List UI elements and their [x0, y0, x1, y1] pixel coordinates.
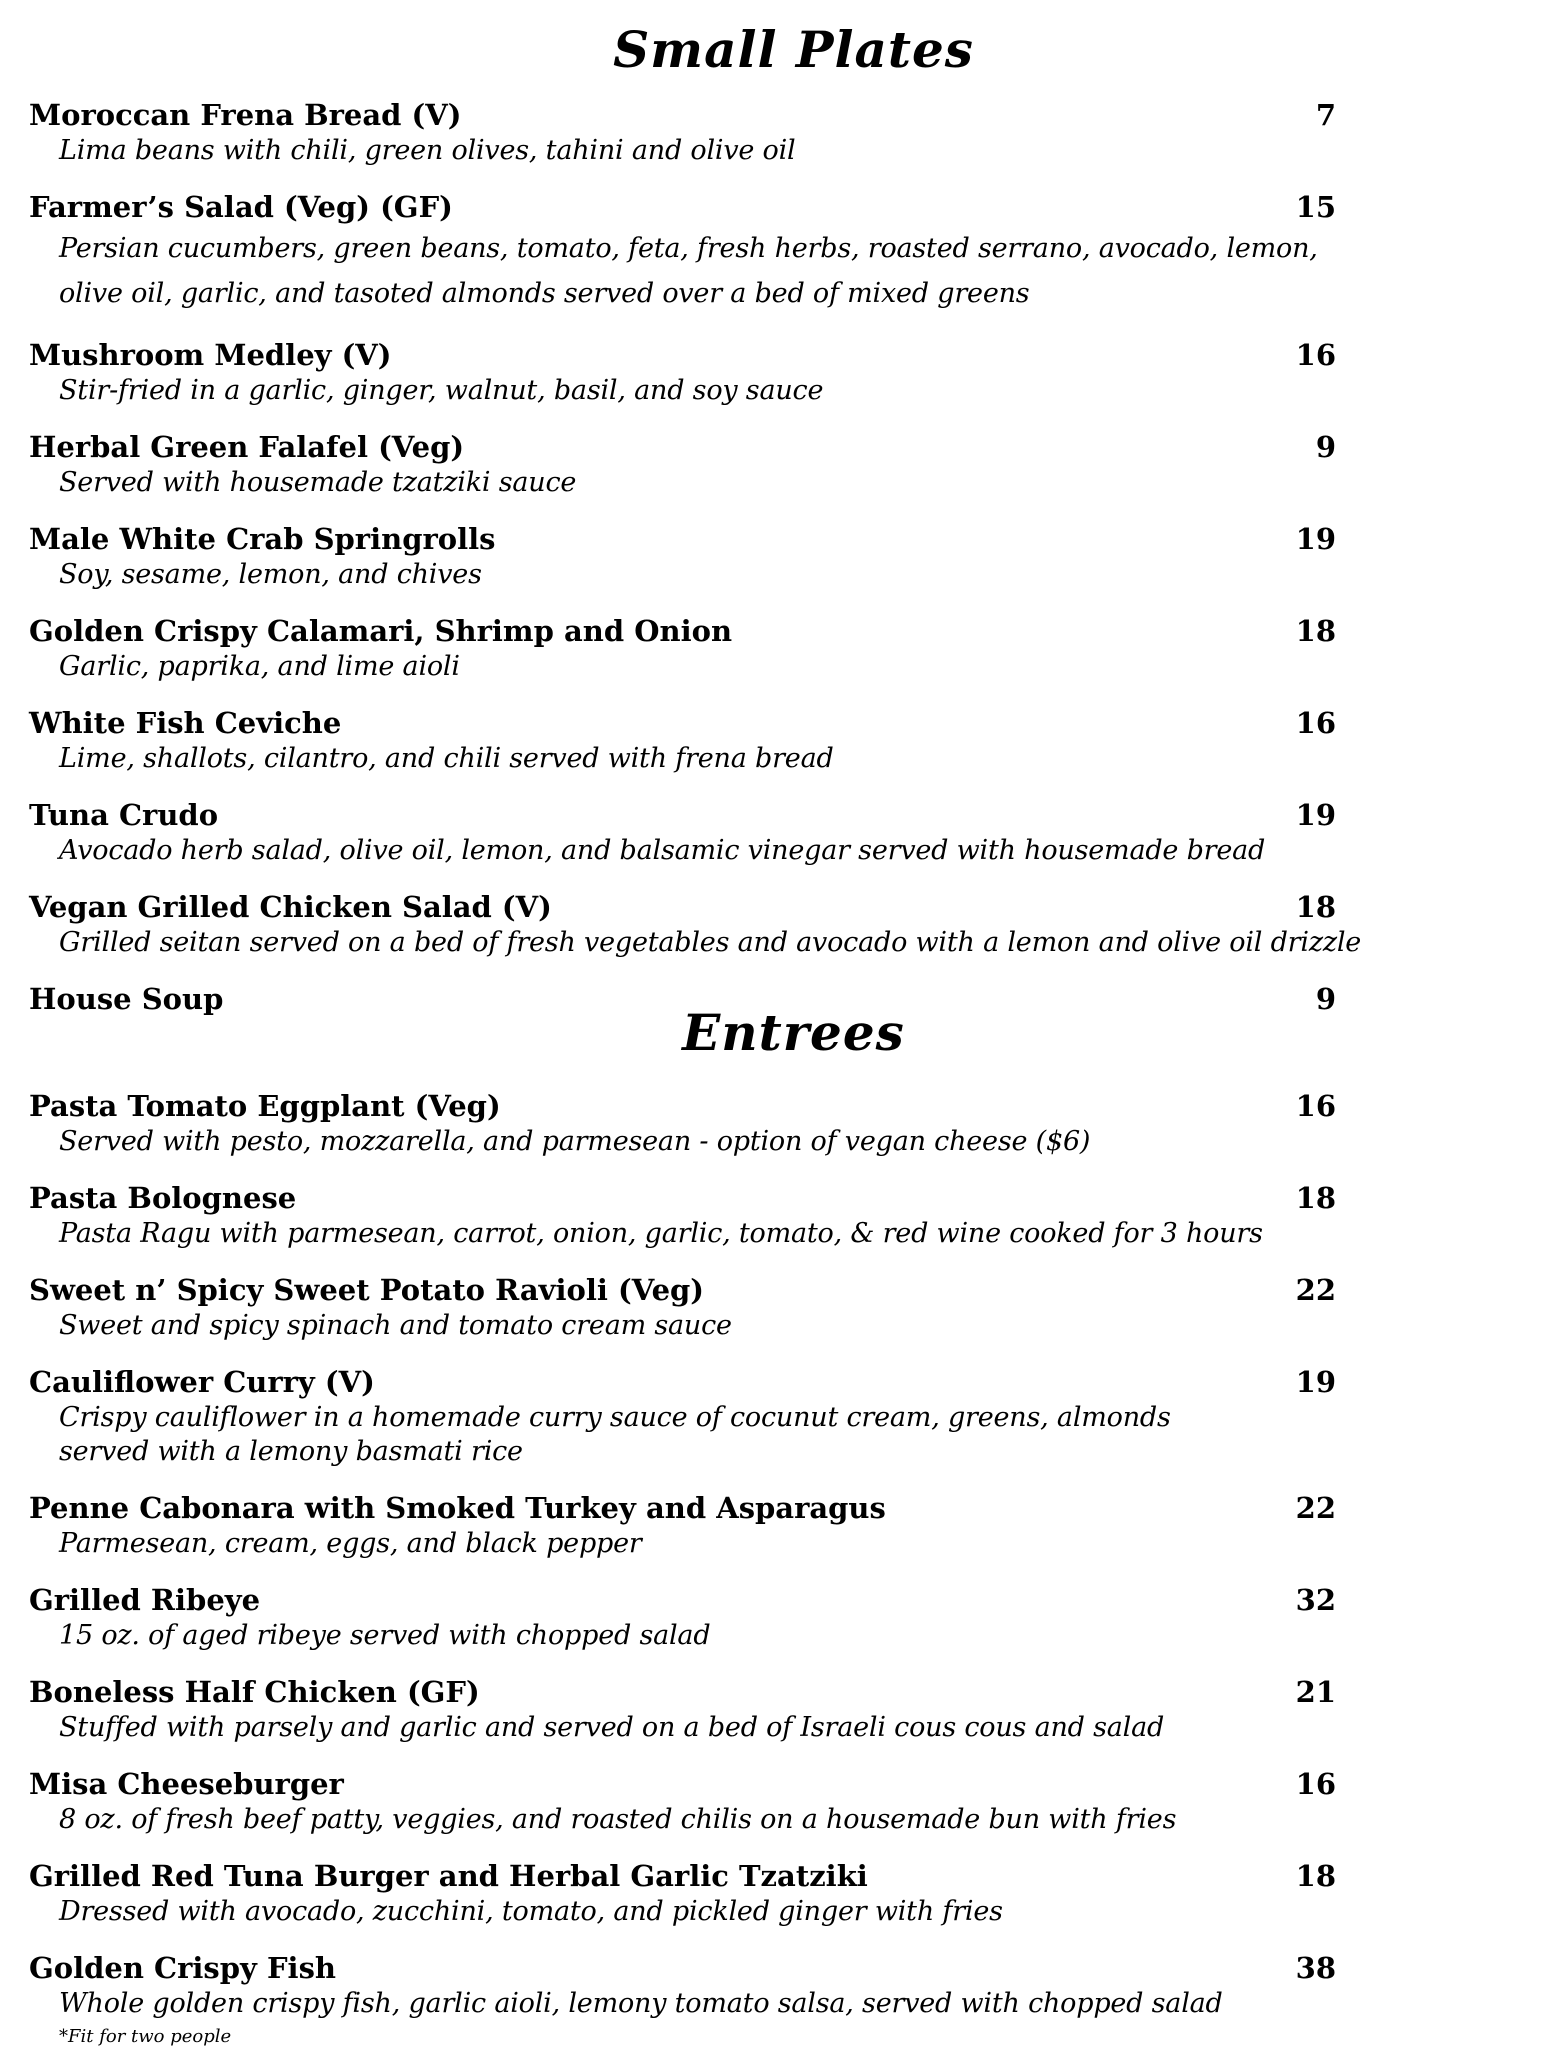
menu-item	[29, 520, 1449, 592]
menu-list-small-plates	[29, 96, 1449, 1038]
menu-item-note: *Fit for two people	[59, 2026, 232, 2047]
menu-item-price: 19	[1295, 522, 1336, 556]
menu-item-name: Grilled Red Tuna Burger and Herbal Garlic Tzatziki	[29, 1859, 868, 1893]
menu-item-name: Male White Crab Springrolls	[29, 522, 496, 556]
menu-item-description: Persian cucumbers, green beans, tomato, feta, fresh herbs, roasted serrano, avocado, lemon,	[59, 233, 1318, 264]
menu-item-name: White Fish Ceviche	[29, 706, 342, 740]
menu-item-price: 22	[1295, 1273, 1336, 1307]
menu-item-price: 18	[1295, 1859, 1336, 1893]
menu-item-description: Sweet and spicy spinach and tomato cream sauce	[59, 1310, 732, 1341]
menu-item-description: Served with pesto, mozzarella, and parmesean - option of vegan cheese ($6)	[59, 1126, 1091, 1157]
menu-item-price: 16	[1295, 338, 1336, 372]
menu-item-name: Misa Cheeseburger	[29, 1767, 344, 1801]
menu-item	[29, 1765, 1449, 1837]
menu-item	[29, 188, 1449, 316]
menu-item-description: Grilled seitan served on a bed of fresh vegetables and avocado with a lemon and olive oil drizzle	[59, 927, 1362, 958]
menu-list-entrees	[29, 1087, 1449, 2071]
menu-item	[29, 96, 1449, 168]
menu-item-name: Mushroom Medley (V)	[29, 338, 392, 372]
menu-item-price: 19	[1295, 1365, 1336, 1399]
menu-item-description: Garlic, paprika, and lime aioli	[59, 651, 460, 682]
menu-item-description: 8 oz. of fresh beef patty, veggies, and roasted chilis on a housemade bun with fries	[59, 1804, 1177, 1835]
menu-item-description: Avocado herb salad, olive oil, lemon, and balsamic vinegar served with housemade bread	[59, 835, 1266, 866]
menu-item-price: 22	[1295, 1491, 1336, 1525]
menu-item-description: served with a lemony basmati rice	[59, 1436, 523, 1467]
menu-item-price: 16	[1295, 1089, 1336, 1123]
menu-item-name: Sweet n’ Spicy Sweet Potato Ravioli (Veg)	[29, 1273, 705, 1307]
menu-item-price: 16	[1295, 1767, 1336, 1801]
menu-item-price: 15	[1295, 190, 1336, 224]
menu-item-description: 15 oz. of aged ribeye served with chopped salad	[59, 1620, 711, 1651]
menu-item	[29, 336, 1449, 408]
menu-item-name: Farmer’s Salad (Veg) (GF)	[29, 190, 453, 224]
menu-item-description: Dressed with avocado, zucchini, tomato, and pickled ginger with fries	[59, 1896, 1003, 1927]
menu-item-name: House Soup	[29, 982, 224, 1016]
menu-item	[29, 612, 1449, 684]
menu-item-price: 7	[1315, 98, 1336, 132]
menu-item-name: Grilled Ribeye	[29, 1583, 261, 1617]
menu-item-name: Pasta Tomato Eggplant (Veg)	[29, 1089, 501, 1123]
menu-item-price: 18	[1295, 1181, 1336, 1215]
menu-item	[29, 1673, 1449, 1745]
menu-item	[29, 1179, 1449, 1251]
menu-item-price: 16	[1295, 706, 1336, 740]
menu-item-price: 9	[1315, 982, 1336, 1016]
menu-item-price: 32	[1295, 1583, 1336, 1617]
menu-item-description: Lime, shallots, cilantro, and chili served with frena bread	[59, 743, 834, 774]
menu-item	[29, 1087, 1449, 1159]
menu-item-price: 9	[1315, 430, 1336, 464]
menu-item	[29, 1857, 1449, 1929]
menu-item	[29, 1271, 1449, 1343]
menu-item	[29, 1949, 1449, 2051]
menu-item	[29, 888, 1449, 960]
menu-item-description: Served with housemade tzatziki sauce	[59, 467, 577, 498]
menu-item-description: Crispy cauliflower in a homemade curry sauce of cocunut cream, greens, almonds	[59, 1402, 1171, 1433]
menu-item-description: Parmesean, cream, eggs, and black pepper	[59, 1528, 642, 1559]
menu-item	[29, 704, 1449, 776]
menu-item-name: Golden Crispy Fish	[29, 1951, 336, 1985]
menu-item-description: Lima beans with chili, green olives, tahini and olive oil	[59, 135, 796, 166]
menu-item	[29, 428, 1449, 500]
menu-item-price: 18	[1295, 890, 1336, 924]
menu-item	[29, 1581, 1449, 1653]
menu-item	[29, 1363, 1449, 1469]
menu-item-price: 38	[1295, 1951, 1336, 1985]
menu-item-name: Boneless Half Chicken (GF)	[29, 1675, 480, 1709]
menu-item-name: Tuna Crudo	[29, 798, 219, 832]
menu-item-name: Pasta Bolognese	[29, 1181, 297, 1215]
menu-item-name: Cauliflower Curry (V)	[29, 1365, 375, 1399]
menu-item-name: Herbal Green Falafel (Veg)	[29, 430, 465, 464]
menu-item-name: Penne Cabonara with Smoked Turkey and Asparagus	[29, 1491, 886, 1525]
menu-item	[29, 1489, 1449, 1561]
menu-item-description: Whole golden crispy fish, garlic aioli, lemony tomato salsa, served with chopped salad	[59, 1988, 1223, 2019]
menu-item-price: 18	[1295, 614, 1336, 648]
section-title-small-plates: Small Plates	[613, 20, 974, 79]
menu-item-description: Soy, sesame, lemon, and chives	[59, 559, 482, 590]
menu-item-description: olive oil, garlic, and tasoted almonds served over a bed of mixed greens	[59, 278, 1030, 309]
menu-item-price: 19	[1295, 798, 1336, 832]
section-title-entrees: Entrees	[682, 1003, 905, 1062]
menu-item-description: Stuffed with parsely and garlic and served on a bed of Israeli cous cous and salad	[59, 1712, 1165, 1743]
menu-item-name: Moroccan Frena Bread (V)	[29, 98, 462, 132]
menu-item-name: Golden Crispy Calamari, Shrimp and Onion	[29, 614, 733, 648]
menu-item-name: Vegan Grilled Chicken Salad (V)	[29, 890, 552, 924]
menu-item-price: 21	[1295, 1675, 1336, 1709]
menu-item-description: Pasta Ragu with parmesean, carrot, onion, garlic, tomato, & red wine cooked for 3 hours	[59, 1218, 1263, 1249]
menu-item	[29, 796, 1449, 868]
menu-item-description: Stir-fried in a garlic, ginger, walnut, basil, and soy sauce	[59, 375, 824, 406]
